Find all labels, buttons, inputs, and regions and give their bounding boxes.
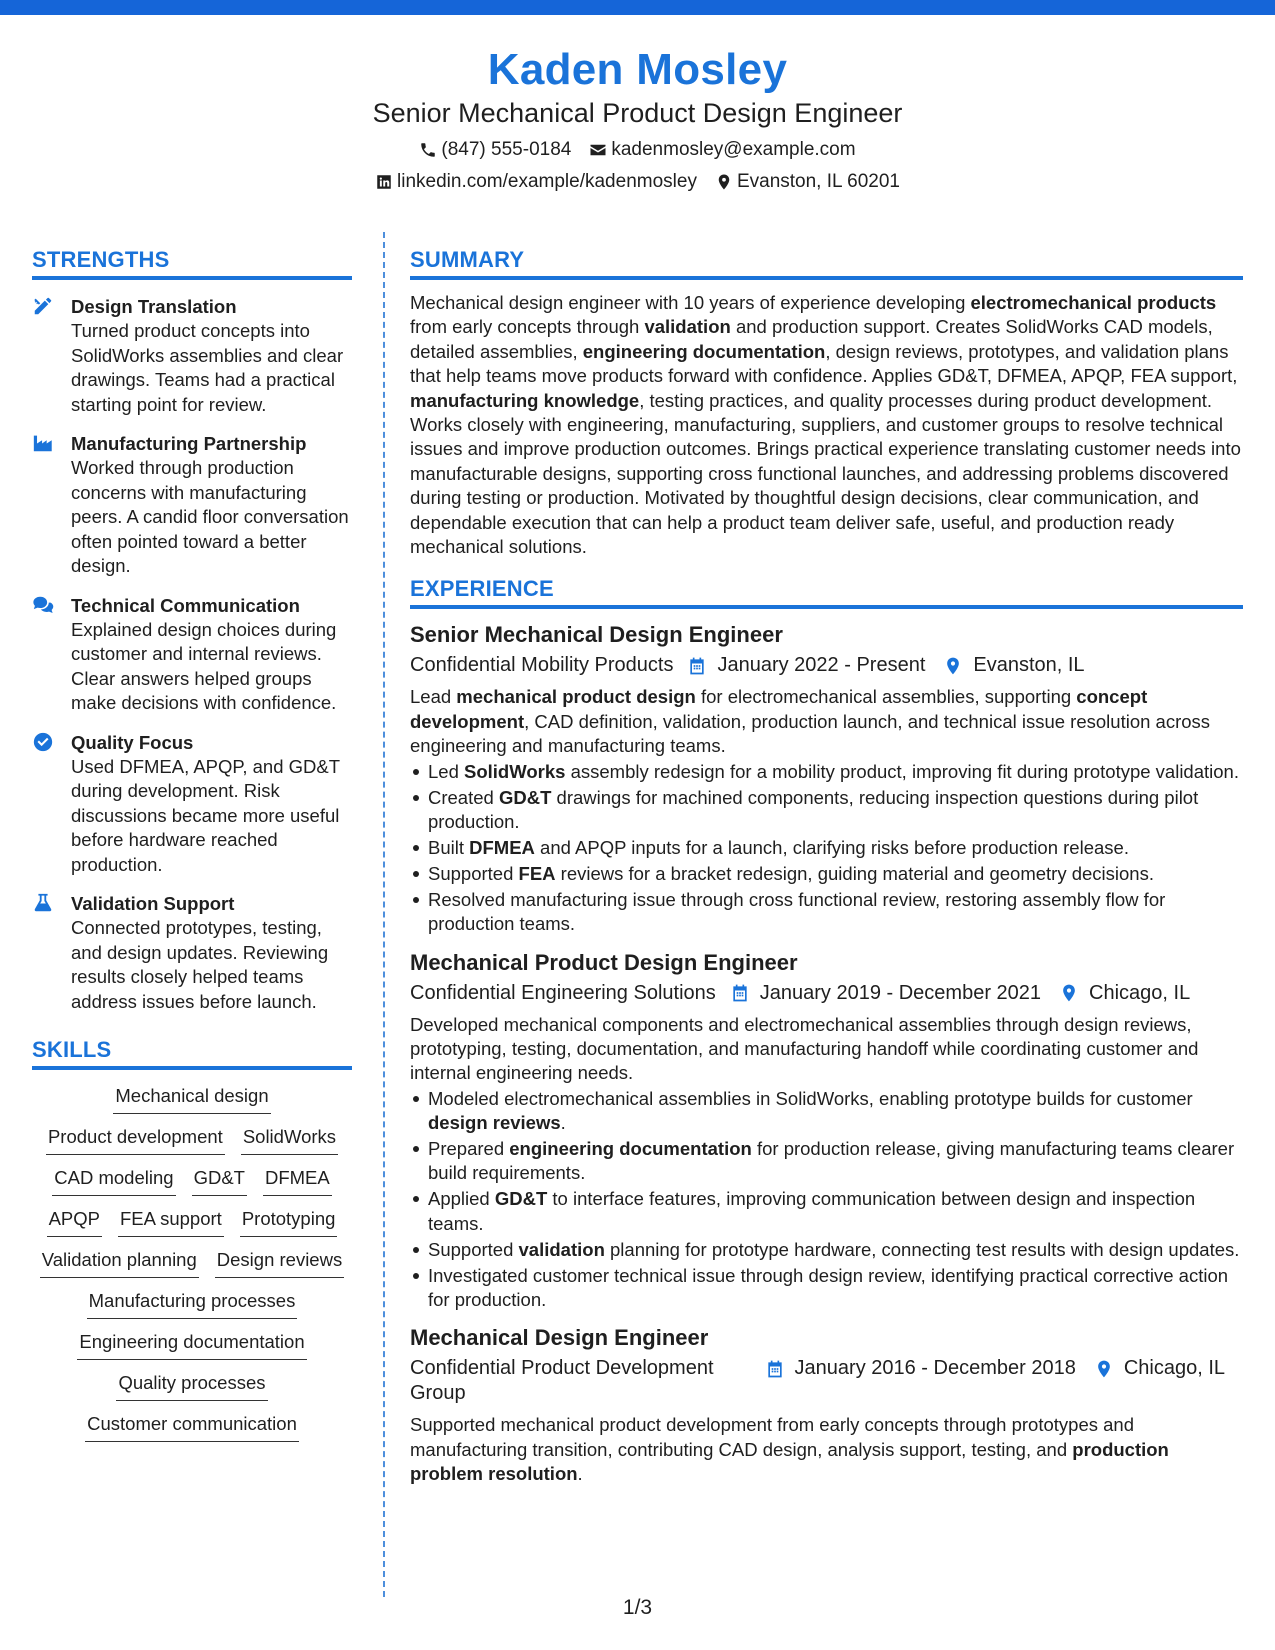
candidate-role: Senior Mechanical Product Design Engineer — [372, 98, 903, 128]
job-title: Senior Mechanical Design Engineer — [410, 622, 783, 648]
skill-tag: SolidWorks — [241, 1125, 338, 1155]
job-entry — [410, 621, 1243, 936]
contact-row-2 — [0, 170, 1275, 194]
strength-title: Design Translation — [71, 296, 237, 317]
strength-desc: Used DFMEA, APQP, and GD&T during development. Risk discussions became more useful before hardware reached production. — [71, 755, 340, 875]
phone-icon — [419, 141, 437, 159]
job-description — [410, 685, 1243, 758]
company-name: Confidential Product Development Group — [410, 1357, 714, 1405]
strength-desc: Turned product concepts into SolidWorks assemblies and clear drawings. Teams had a practical starting point for review. — [71, 320, 344, 415]
dates-text: January 2016 - December 2018 — [794, 1357, 1076, 1380]
text-run: for production release, giving manufacturing teams clearer build requirements. — [428, 1138, 1235, 1184]
bold-keyword: validation — [644, 316, 731, 338]
bold-keyword: electromechanical products — [970, 292, 1217, 313]
job-title: Mechanical Product Design Engineer — [410, 949, 798, 975]
job-dates — [730, 981, 1041, 1006]
bold-keyword: GD&T — [494, 1188, 548, 1210]
strength-desc: Connected prototypes, testing, and design updates. Reviewing results closely helped teams address issues before launch. — [71, 917, 329, 1012]
skill-row — [46, 1125, 338, 1155]
skill-tag: Customer communication — [85, 1412, 299, 1442]
strength-item — [32, 891, 352, 1014]
linkedin-item[interactable] — [375, 170, 697, 194]
location-text: Chicago, IL — [1123, 1357, 1225, 1380]
summary-heading: SUMMARY — [410, 246, 1243, 280]
calendar-icon — [765, 1359, 785, 1379]
skill-tag: Prototyping — [240, 1207, 338, 1237]
bullet-item — [410, 862, 1243, 886]
text-run: Investigated customer technical issue through design review, identifying practical corrective action for production. — [428, 1264, 1229, 1310]
job-meta — [410, 653, 1243, 678]
location-text: Chicago, IL — [1089, 981, 1191, 1004]
job-entry — [410, 949, 1243, 1313]
page-number: 1/3 — [622, 1596, 653, 1619]
skill-row — [87, 1289, 298, 1319]
job-dates — [687, 653, 925, 678]
job-location — [943, 653, 1084, 678]
bullet-item — [410, 1137, 1243, 1186]
summary-text — [410, 291, 1243, 559]
skill-row — [116, 1371, 267, 1401]
text-run: . — [577, 1463, 583, 1485]
left-column — [32, 246, 352, 1442]
contact-row-1 — [0, 138, 1275, 162]
skill-row — [40, 1248, 344, 1278]
job-meta — [410, 981, 1243, 1006]
job-title: Mechanical Design Engineer — [410, 1325, 709, 1351]
text-run: Built — [428, 836, 470, 858]
strength-item — [32, 593, 352, 716]
email-text[interactable]: kadenmosley@example.com — [611, 139, 856, 160]
industry-icon — [32, 432, 54, 454]
pencil-ruler-icon — [32, 295, 54, 317]
strength-item — [32, 294, 352, 417]
skills-heading: SKILLS — [32, 1036, 352, 1070]
strength-item — [32, 431, 352, 579]
location-item — [715, 170, 900, 194]
text-run: Developed mechanical components and electromechanical assemblies through design reviews, prototyping, testing, documentation, and manufacturing handoff while coordinating customer and internal engineering needs. — [410, 1013, 1199, 1084]
flask-icon — [32, 892, 54, 914]
resume-header — [0, 44, 1275, 194]
skill-row — [47, 1207, 338, 1237]
bold-keyword: production problem resolution — [410, 1438, 1169, 1485]
text-run: Applied — [428, 1188, 495, 1210]
bullet-item — [410, 1087, 1243, 1136]
map-marker-icon — [715, 173, 733, 191]
experience-heading: EXPERIENCE — [410, 575, 1243, 609]
text-run: Lead — [410, 686, 457, 708]
skill-row — [77, 1330, 306, 1360]
text-run: Created — [428, 786, 499, 808]
text-run: for electromechanical assemblies, supporting — [695, 686, 1077, 708]
linkedin-icon — [375, 173, 393, 191]
calendar-icon — [730, 983, 750, 1003]
strength-title: Manufacturing Partnership — [71, 433, 307, 454]
text-run: Supported — [428, 862, 519, 884]
bold-keyword: manufacturing knowledge — [410, 389, 640, 411]
column-divider — [383, 232, 385, 1597]
text-run: Resolved manufacturing issue through cross functional review, restoring assembly flow for production teams. — [428, 888, 1166, 935]
top-accent-bar — [0, 0, 1275, 15]
text-run: . — [560, 1112, 566, 1134]
text-run: reviews for a bracket redesign, guiding material and geometry decisions. — [555, 862, 1154, 884]
text-run: , testing practices, and quality processes during product development. Works closely with engineering, manufacturing, suppliers, and customer groups to resolve technical issues and improve production outcomes. Brings practical experience translating customer needs into manufacturable designs, supporting cross functional launches, and addressing problems discovered during testing or production. Motivated by thoughtful design decisions, clear communication, and dependable execution that can help a product team deliver safe, useful, and production ready mechanical solutions. — [410, 389, 1241, 558]
skill-tag: Mechanical design — [113, 1084, 270, 1114]
bold-keyword: engineering documentation — [582, 340, 826, 362]
text-run: and production support. Creates SolidWorks CAD models, detailed assemblies, — [410, 316, 1213, 362]
skill-tag: Manufacturing processes — [87, 1289, 298, 1319]
job-description — [410, 1413, 1243, 1486]
job-location — [1059, 981, 1190, 1006]
bullet-item — [410, 888, 1243, 937]
dates-text: January 2022 - Present — [717, 654, 926, 677]
bold-keyword: GD&T — [498, 786, 552, 808]
map-marker-icon — [1059, 983, 1079, 1003]
text-run: , design reviews, prototypes, and validation plans that help teams move products forward with confidence. Applies GD&T, DFMEA, APQP, FEA support, — [410, 340, 1238, 387]
experience-list — [410, 621, 1243, 1486]
map-marker-icon — [1094, 1359, 1114, 1379]
skill-tag: DFMEA — [263, 1166, 332, 1196]
job-meta — [410, 1356, 1243, 1406]
location-text: Evanston, IL 60201 — [736, 171, 900, 192]
calendar-icon — [687, 656, 707, 676]
skill-row — [113, 1084, 270, 1114]
text-run: , CAD definition, validation, production launch, and technical issue resolution across engineering and manufacturing teams. — [410, 710, 1211, 757]
bold-keyword: FEA — [518, 862, 556, 884]
skill-tag: Product development — [46, 1125, 225, 1155]
job-location — [1094, 1356, 1225, 1381]
map-marker-icon — [943, 656, 963, 676]
skill-tag: APQP — [47, 1207, 102, 1237]
bullet-item — [410, 760, 1243, 784]
skill-tag: FEA support — [118, 1207, 224, 1237]
job-entry — [410, 1324, 1243, 1486]
text-run: assembly redesign for a mobility product, improving fit during prototype validation. — [565, 760, 1239, 782]
bullet-item — [410, 1264, 1243, 1313]
envelope-icon — [589, 141, 607, 159]
strength-title: Validation Support — [71, 893, 235, 914]
email-item[interactable] — [589, 138, 855, 162]
text-run: planning for prototype hardware, connecting test results with design updates. — [604, 1238, 1240, 1260]
job-bullets — [410, 760, 1243, 937]
text-run: Led — [428, 760, 465, 782]
bold-keyword: mechanical product design — [456, 686, 696, 708]
strength-title: Technical Communication — [71, 594, 300, 616]
bold-keyword: engineering documentation — [509, 1138, 752, 1160]
text-run: from early concepts through — [410, 316, 645, 338]
bold-keyword: concept development — [410, 686, 1148, 732]
text-run: drawings for machined components, reducing inspection questions during pilot production. — [428, 786, 1199, 832]
text-run: Prepared — [428, 1138, 510, 1160]
skill-tag: GD&T — [192, 1166, 247, 1196]
text-run: Supported mechanical product development from early concepts through prototypes and manufacturing transition, contributing CAD design, analysis support, testing, and — [410, 1414, 1134, 1460]
text-run: Mechanical design engineer with 10 years of experience developing — [410, 292, 971, 313]
company-name: Confidential Mobility Products — [410, 654, 674, 677]
comments-icon — [32, 594, 54, 616]
company-name: Confidential Engineering Solutions — [410, 981, 716, 1004]
strength-desc: Worked through production concerns with manufacturing peers. A candid floor conversation often pointed toward a better design. — [71, 457, 349, 576]
job-dates — [765, 1356, 1076, 1381]
job-description — [410, 1013, 1243, 1086]
strength-item — [32, 730, 352, 878]
dates-text: January 2019 - December 2021 — [759, 981, 1042, 1004]
candidate-name: Kaden Mosley — [487, 45, 788, 94]
bold-keyword: DFMEA — [469, 836, 535, 858]
skill-row — [52, 1166, 331, 1196]
skill-tag: Quality processes — [116, 1371, 267, 1401]
strengths-heading: STRENGTHS — [32, 246, 352, 280]
bold-keyword: design reviews — [428, 1112, 561, 1134]
skill-tag: Validation planning — [40, 1248, 199, 1278]
bullet-item — [410, 836, 1243, 860]
job-bullets — [410, 1087, 1243, 1313]
text-run: Modeled electromechanical assemblies in SolidWorks, enabling prototype builds for customer — [428, 1087, 1193, 1109]
text-run: and APQP inputs for a launch, clarifying risks before production release. — [534, 836, 1129, 858]
phone-text: (847) 555-0184 — [441, 139, 572, 160]
text-run: to interface features, improving communication between design and inspection teams. — [428, 1188, 1196, 1234]
skill-tag: CAD modeling — [52, 1166, 175, 1196]
bullet-item — [410, 1238, 1243, 1262]
strength-title: Quality Focus — [71, 731, 194, 753]
right-column — [410, 246, 1243, 1487]
text-run: Supported — [428, 1238, 519, 1260]
bold-keyword: validation — [518, 1238, 605, 1260]
skill-tag: Design reviews — [215, 1248, 344, 1278]
skill-row — [85, 1412, 299, 1442]
bullet-item — [410, 1187, 1243, 1236]
phone-item — [419, 138, 571, 162]
skills-list — [32, 1080, 352, 1442]
bold-keyword: SolidWorks — [464, 760, 566, 782]
strength-desc: Explained design choices during customer and internal reviews. Clear answers helped groups make decisions with confidence. — [71, 618, 337, 713]
skill-tag: Engineering documentation — [77, 1330, 306, 1360]
bullet-item — [410, 786, 1243, 835]
location-text: Evanston, IL — [973, 654, 1085, 677]
linkedin-text[interactable]: linkedin.com/example/kadenmosley — [397, 171, 697, 192]
check-circle-icon — [32, 731, 54, 753]
